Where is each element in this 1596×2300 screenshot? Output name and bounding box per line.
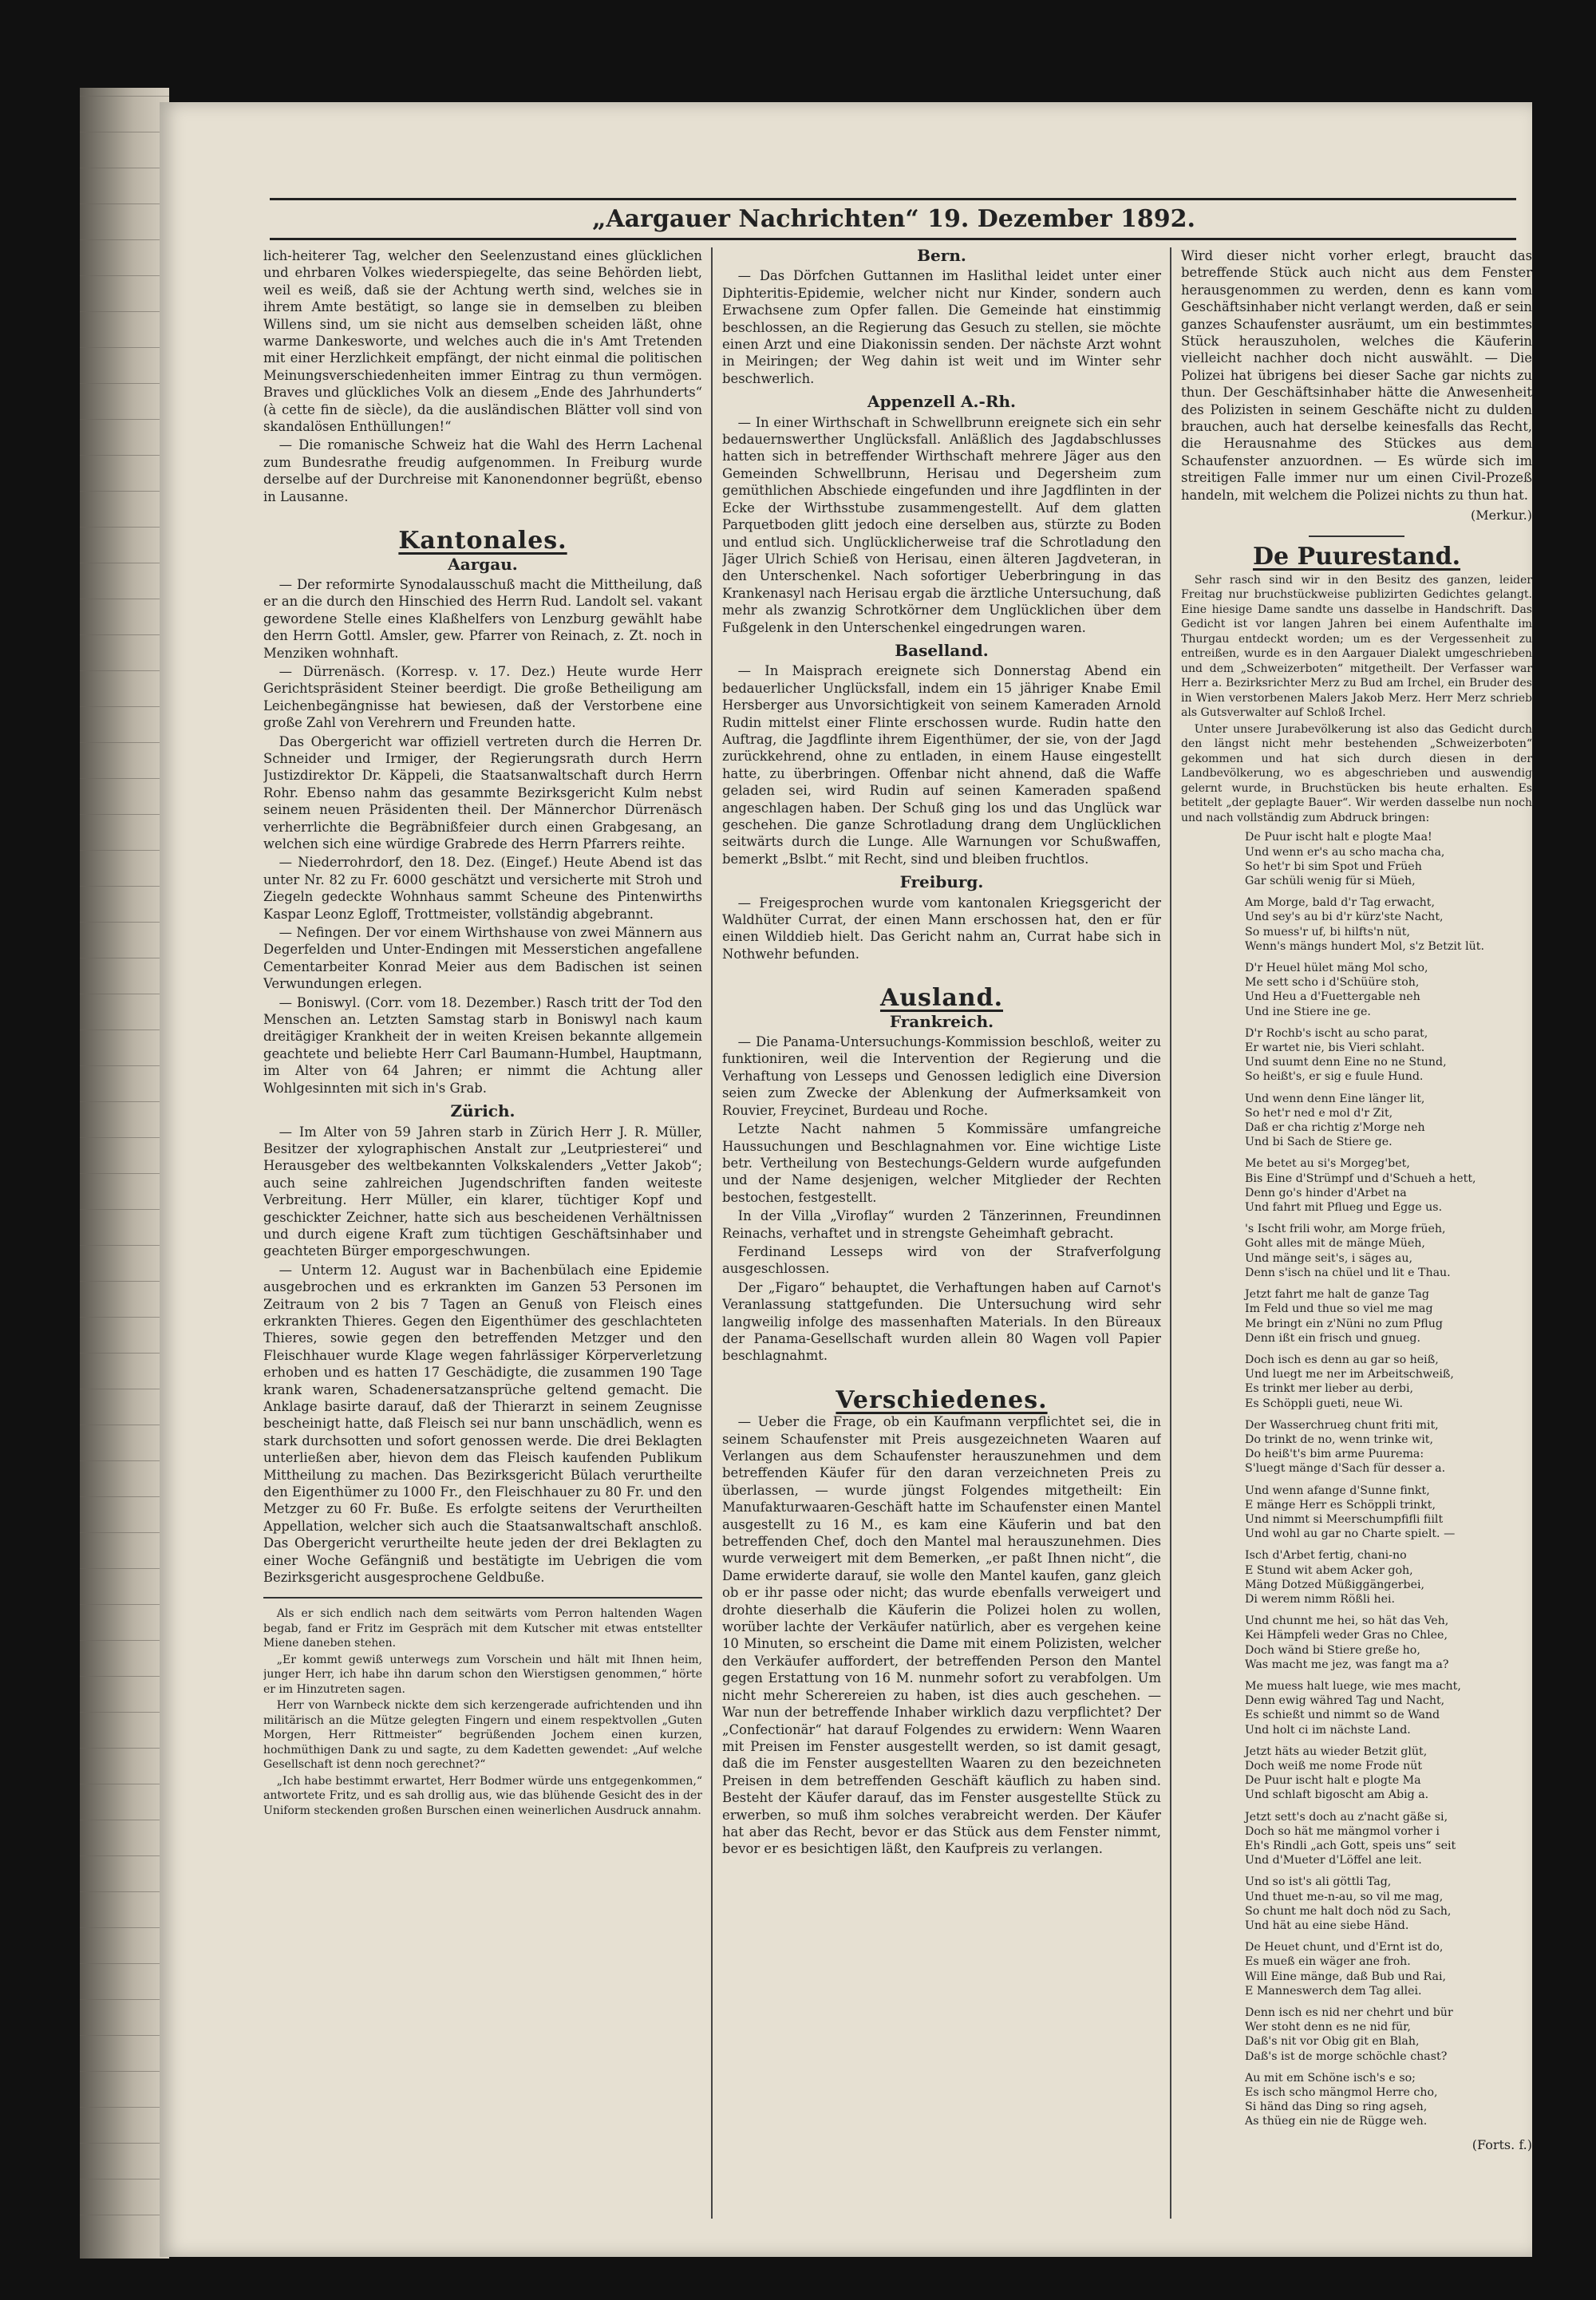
poem-stanza — [1181, 830, 1532, 888]
poem-line: D'r Rochb's ischt au scho parat, — [1245, 1026, 1428, 1040]
poem-line: De Puur ischt halt e plogte Maa! — [1245, 831, 1432, 844]
feuilleton-separator — [263, 1597, 702, 1599]
article-paragraph: Das Obergericht war offiziell vertreten durch die Herren Dr. Schneider und Irmiger, der Regierungsrath durch Herrn Justizdirektor Dr. Käppeli, die Staatsanwaltschaft durch Herrn Rohr. Ebenso nahm das gesammte Bezirksgericht Kulm nebst seinem neuen Präsidenten theil. Der Männerchor Dürrenäsch verherrlichte die Begräbnißfeier durch einen Grabgesang, an welchen sich eine würdige Grabrede des Herrn Pfarrers reihte. — [263, 733, 702, 852]
page-leaf-line — [80, 778, 169, 779]
poem-stanza — [1181, 895, 1532, 954]
poem-stanza — [1181, 1026, 1532, 1085]
poem-line: E mänge Herr es Schöppli trinkt, — [1245, 1498, 1436, 1512]
page-leaf-line — [80, 1101, 169, 1102]
poem-line: Si händ das Ding so ring agseh, — [1245, 2100, 1428, 2114]
poem-stanza — [1181, 1156, 1532, 1215]
subheading-zuerich: Zürich. — [450, 1101, 516, 1121]
page-leaf-line — [80, 1281, 169, 1282]
page-leaf-line — [80, 1173, 169, 1174]
poem-intro-paragraph: Unter unsere Jurabevölkerung ist also das Gedicht durch den längst nicht mehr bestehenden „Schweizerboten“ gekommen und hat sich durch diesen in der Landbevölkerung, wo es abgeschrieben und auswendig gelernt wurde, in Bruchstücken bis heute erhalten. Es betitelt „der geplagte Bauer“. Wir werden dasselbe nun noch und nach vollständig zum Abdruck bringen: — [1181, 722, 1532, 824]
page-leaf-line — [80, 311, 169, 312]
subheading-baselland: Baselland. — [895, 640, 989, 660]
poem-line: Denn s'isch na chüel und lit e Thau. — [1245, 1266, 1451, 1279]
poem-line: Jetzt sett's doch au z'nacht gäße si, — [1245, 1810, 1448, 1824]
poem-line: Wer stoht denn es ne nid für, — [1245, 2021, 1411, 2034]
column-1 — [263, 247, 702, 2219]
page-leaf-line — [80, 886, 169, 887]
poem-stanza — [1181, 1614, 1532, 1672]
poem-line: Jetzt fahrt me halt de ganze Tag — [1245, 1288, 1429, 1302]
poem-line: So heißt's, er sig e fuule Hund. — [1245, 1070, 1424, 1084]
page-leaf-line — [80, 383, 169, 384]
poem-line: Gar schüli wenig für si Müeh, — [1245, 875, 1416, 888]
poem-line: Er wartet nie, bis Vieri schlaht. — [1245, 1041, 1425, 1055]
poem-line: Es trinkt mer lieber au derbi, — [1245, 1382, 1413, 1396]
article-paragraph: — Das Dörfchen Guttannen im Haslithal leidet unter einer Diphteritis-Epidemie, welcher nicht nur Kinder, sondern auch Erwachsene zum Opfer fallen. Die Gemeinde hat einstimmig beschlossen, an die Regierung das Gesuch zu stellen, sie möchte einen Arzt und eine Diakonissin senden. Der nächste Arzt wohnt in Meiringen; der Weg dahin ist weit und im Winter sehr beschwerlich. — [722, 268, 1161, 386]
poem-line: De Heuet chunt, und d'Ernt ist do, — [1245, 1941, 1444, 1954]
poem-line: Do trinkt de no, wenn trinke wit, — [1245, 1433, 1433, 1446]
article-paragraph: — Die romanische Schweiz hat die Wahl des Herrn Lachenal zum Bundesrathe freudig aufgenommen. In Freiburg wurde derselbe auf der Durchreise mit Kanonendonner begrüßt, ebenso in Lausanne. — [263, 437, 702, 504]
feuilleton-paragraph: Als er sich endlich nach dem seitwärts vom Perron haltenden Wagen begab, fand er Fritz im Gespräch mit dem Kutscher mit etwas entstellter Miene daneben stehen. — [263, 1607, 702, 1650]
poem-stanza — [1181, 1745, 1532, 1803]
poem-stanza — [1181, 1418, 1532, 1476]
article-paragraph: — Ueber die Frage, ob ein Kaufmann verpflichtet sei, die in seinem Schaufenster mit Preis ausgezeichneten Waaren auf Verlangen aus dem Schaufenster herauszunehmen und dem betreffenden Käufer für den daran verzeichneten Preis zu überlassen, — wurde jüngst Folgendes mitgetheilt: Ein Manufakturwaaren-Geschäft hatte im Schaufenster einen Mantel ausgestellt zu 16 M., es kam eine Käuferin und bat den betreffenden Chef, doch den Mantel mal herauszunehmen. Dies wurde verweigert mit dem Bemerken, „er paßt Ihnen nicht“, die Dame erwiderte darauf, sie wolle den Mantel kaufen, ganz gleich ob er ihr passe oder nicht; das wurde ebenfalls verweigert und drohte dieserhalb die Käuferin die Polizei holen zu wollen, worüber lachte der Verkäufer natürlich, aber es vergehen keine 10 Minuten, so erscheint die Dame mit einem Polizisten, welcher den Verkäufer auffordert, der betreffenden Person den Mantel gegen Erstattung von 16 M. nunmehr sofort zu verabfolgen. Um nicht mehr Scherereien zu haben, ist dies auch geschehen. — War nun der betreffende Inhaber wirklich dazu verpflichtet? Der „Confectionär“ hat darauf Folgendes zu erwidern: Wenn Waaren mit Preisen im Fenster ausgestellt werden, so ist damit gesagt, daß die im Fenster ausgestellten Waaren zu den bezeichneten Preisen in dem betreffenden Geschäft käuflich zu haben sind. Besteht der Käufer darauf, das im Fenster ausgestellte Stück zu erwerben, so muß ihm solches verabreicht werden. Der Käufer hat aber das Recht, bevor er das Stück aus dem Fenster nimmt, bevor er es besichtigen läßt, den Kaufpreis zu verlangen. — [722, 1414, 1161, 1857]
poem-line: As thüeg ein nie de Rügge weh. — [1245, 2115, 1428, 2128]
page-leaf-line — [80, 96, 169, 97]
page-leaf-line — [80, 1748, 169, 1749]
section-title-verschiedenes: Verschiedenes. — [836, 1385, 1048, 1414]
page-leaf-line — [80, 1353, 169, 1354]
poem-line: Au mit em Schöne isch's e so; — [1245, 2071, 1416, 2085]
subheading-appenzell: Appenzell A.-Rh. — [867, 392, 1016, 412]
poem-stanza — [1181, 1875, 1532, 1933]
poem-line: Und sey's au bi d'r kürz'ste Nacht, — [1245, 911, 1444, 924]
page-leaf-line — [80, 1855, 169, 1856]
poem-line: Daß's nit vor Obig git en Blah, — [1245, 2035, 1420, 2049]
article-paragraph: — In einer Wirthschaft in Schwellbrunn ereignete sich ein sehr bedauernswerther Unglücksfall. Anläßlich des Jagdabschlusses hatten sich in betreffender Wirthschaft mehrere Jäger aus den Gemeinden Schwellbrunn, Herisau und Degersheim zum gemüthlichen Abschiede eingefunden und ihre Jagdflinten in der Ecke der Wirthsstube zusammengestellt. Auf dem glatten Parquetboden glitt jedoch eine derselben aus, stürzte zu Boden und entlud sich. Unglücklicherweise traf die Schrotladung den Jäger Ulrich Schieß von Herisau, einen älteren Jagdveteran, in den Unterschenkel. Nach sofortiger Ueberbringung in das Krankenasyl nach Herisau ergab die ärztliche Untersuchung, daß mehr als zwanzig Schrotkörner dem Unglücklichen über dem Fußgelenk in den Unterschenkel eingedrungen waren. — [722, 414, 1161, 635]
article-paragraph: In der Villa „Viroflay“ wurden 2 Tänzerinnen, Freundinnen Reinachs, verhaftet und in strengste Geheimhaft gebracht. — [722, 1208, 1161, 1241]
poem-line: Und luegt me ner im Arbeitschweiß, — [1245, 1368, 1454, 1381]
page-leaf-line — [80, 922, 169, 923]
poem-line: S'luegt mänge d'Sach für desser a. — [1245, 1462, 1446, 1476]
column-2 — [722, 247, 1161, 2219]
poem-line: Und holt ci im nächste Land. — [1245, 1723, 1411, 1737]
poem-line: D'r Heuel hület mäng Mol scho, — [1245, 962, 1428, 975]
page-leaf-line — [80, 850, 169, 851]
poem-stanza — [1181, 1940, 1532, 1998]
poem-line: Es mueß ein wäger ane froh. — [1245, 1955, 1411, 1969]
page-leaf-line — [80, 1209, 169, 1210]
page-leaf-line — [80, 419, 169, 420]
separator-rule — [1309, 535, 1404, 537]
column-3 — [1181, 247, 1532, 2219]
article-paragraph: — Die Panama-Untersuchungs-Kommission beschloß, weiter zu funktioniren, weil die Intervention der Regierung und die Verhaftung von Lesseps und Genossen lediglich eine Diversion seien zum Zwecke der Ablenkung der Aufmerksamkeit von Rouvier, Freycinet, Burdeau und Roche. — [722, 1034, 1161, 1118]
column-rule-1 — [711, 247, 713, 2219]
poem-line: Und wenn denn Eine länger lit, — [1245, 1092, 1425, 1105]
poem-stanza — [1181, 1222, 1532, 1280]
poem-stanza — [1181, 2071, 1532, 2129]
poem-line: Me betet au si's Morgeg'bet, — [1245, 1157, 1410, 1171]
poem-stanza — [1181, 1092, 1532, 1150]
page-leaf-line — [80, 2071, 169, 2072]
poem-line: Jetzt häts au wieder Betzit glüt, — [1245, 1745, 1428, 1758]
poem-line: Me sett scho i d'Schüüre stoh, — [1245, 976, 1420, 990]
poem-line: De Puur ischt halt e plogte Ma — [1245, 1774, 1421, 1788]
poem-line: Und suumt denn Eine no ne Stund, — [1245, 1056, 1447, 1069]
poem-line: Und d'Mueter d'Löffel ane leit. — [1245, 1854, 1422, 1867]
page-leaf-line — [80, 1532, 169, 1533]
subheading-bern: Bern. — [917, 247, 966, 265]
page-leaf-line — [80, 1640, 169, 1641]
article-paragraph: — Der reformirte Synodalausschuß macht die Mittheilung, daß er an die durch den Hinschied des Herrn Rud. Landolt sel. vakant gewordene Stelle eines Klaßhelfers von Lenzburg gewählt habe den Herrn Gottl. Amsler, gew. Pfarrer von Reinach, z. Zt. noch in Menziken wohnhaft. — [263, 576, 702, 661]
page-leaf-line — [80, 1496, 169, 1497]
article-paragraph: — Freigesprochen wurde vom kantonalen Kriegsgericht der Waldhüter Currat, der einen Mann erschossen hat, den er für einen Wilddieb hielt. Das Gericht nahm an, Currat habe sich in Nothwehr befunden. — [722, 895, 1161, 962]
article-paragraph: Wird dieser nicht vorher erlegt, braucht das betreffende Stück auch nicht aus dem Fenster herausgenommen zu werden, denn es kann vom Geschäftsinhaber nicht verlangt werden, daß er sein ganzes Schaufenster ausräumt, um ein bestimmtes Stück herauszuholen, welches die Käuferin vielleicht nachher doch nicht auswählt. — Die Polizei hat übrigens bei dieser Sache gar nichts zu thun. Der Geschäftsinhaber hätte die Anwesenheit des Polizisten in seinem Geschäfte nicht zu dulden brauchen, auch hat derselbe keinesfalls das Recht, die Herausnahme des Stückes aus dem Schaufenster anzuordnen. — Es würde sich im streitigen Falle immer nur um einen Civil-Prozeß handeln, mit welchem die Polizei nichts zu thun hat. — [1181, 248, 1532, 503]
poem-line: Goht alles mit de mänge Müeh, — [1245, 1237, 1425, 1251]
section-title-kantonales: Kantonales. — [398, 527, 567, 555]
poem-line: Und mänge seit's, i säges au, — [1245, 1251, 1412, 1265]
poem-line: Und wohl au gar no Charte spielt. — — [1245, 1527, 1456, 1541]
page-leaf-line — [80, 1963, 169, 1964]
poem-line: Und Heu a d'Fuettergable neh — [1245, 990, 1420, 1004]
poem-intro-paragraph: Sehr rasch sind wir in den Besitz des ganzen, leider Freitag nur bruchstückweise publizirten Gedichtes gelangt. Eine hiesige Dame sandte uns dasselbe in Handschrift. Das Gedicht ist vor langen Jahren bei einem Aufenthalte im Thurgau entdeckt worden; um es der Vergessenheit zu entreißen, wurde es in den Aargauer Dialekt umgeschrieben und dem „Schweizerboten“ mitgetheilt. Der Verfasser war Herr a. Bezirksrichter Merz zu Bud am Irchel, ein Bruder des in Wien verstorbenen Malers Jakob Merz. Herr Merz schrieb als Gutsverwalter auf Schloß Irchel. — [1181, 573, 1532, 720]
poem-line: Will Eine mänge, daß Bub und Rai, — [1245, 1970, 1447, 1983]
poem-line: Und wenn er's au scho macha cha, — [1245, 845, 1445, 859]
poem-stanza — [1181, 1548, 1532, 1606]
poem-line: Und ine Stiere ine ge. — [1245, 1005, 1371, 1018]
section-title-ausland: Ausland. — [879, 984, 1004, 1013]
poem-line: Und so ist's ali göttli Tag, — [1245, 1875, 1392, 1889]
poem-stanza — [1181, 1287, 1532, 1346]
poem-stanza — [1181, 1679, 1532, 1737]
article-paragraph: — Niederrohrdorf, den 18. Dez. (Eingef.) Heute Abend ist das unter Nr. 82 zu Fr. 6000 geschätzt und versicherte mit Stroh und Ziegeln gedeckte Wohnhaus sammt Scheune des Pintenwirths Kaspar Leonz Egloff, Trottmeister, vollständig abgebrannt. — [263, 855, 702, 922]
poem-line: Di werem nimm Rößli hei. — [1245, 1592, 1396, 1606]
page-leaf-line — [80, 2035, 169, 2036]
poem-line: So het'r ned e mol d'r Zit, — [1245, 1106, 1393, 1120]
poem-line: Mäng Dotzed Müßiggängerbei, — [1245, 1578, 1425, 1591]
page-leaf-line — [80, 527, 169, 528]
poem-line: Der Wasserchrueg chunt friti mit, — [1245, 1418, 1439, 1432]
poem-line: Und wenn afange d'Sunne finkt, — [1245, 1484, 1430, 1497]
poem-line: Es Schöppli gueti, neue Wi. — [1245, 1397, 1404, 1410]
source-attribution: (Merkur.) — [1471, 508, 1532, 524]
poem-body — [1181, 830, 1532, 2128]
poem-stanza — [1181, 2006, 1532, 2064]
poem-line: Wenn's mängs hundert Mol, s'z Betzit lüt. — [1245, 939, 1485, 953]
poem-line: Denn ewig währed Tag und Nacht, — [1245, 1694, 1445, 1708]
page-leaf-line — [80, 814, 169, 815]
page-leaf-line — [80, 706, 169, 707]
masthead-rule-top — [270, 198, 1516, 200]
masthead-rule-bottom — [270, 238, 1516, 240]
poem-line: Denn ißt ein frisch und gnueg. — [1245, 1331, 1421, 1345]
poem-line: Im Feld und thue so viel me mag — [1245, 1302, 1433, 1316]
page-leaf-line — [80, 1712, 169, 1713]
poem-stanza — [1181, 961, 1532, 1019]
poem-line: Was macht me jez, was fangt ma a? — [1245, 1658, 1449, 1671]
article-paragraph: Der „Figaro“ behauptet, die Verhaftungen haben auf Carnot's Veranlassung stattgefunden. Die Untersuchung wird sehr langweilig infolge des massenhaften Materials. In den Büreaux der Panama-Gesellschaft wurden allein 80 Wagen voll Papier beschlagnahmt. — [722, 1279, 1161, 1364]
poem-line: E Manneswerch dem Tag allei. — [1245, 1984, 1422, 1998]
poem-line: So chunt me halt doch nöd zu Sach, — [1245, 1904, 1452, 1918]
column-rule-2 — [1170, 247, 1171, 2219]
poem-line: Und chunnt me hei, so hät das Veh, — [1245, 1614, 1449, 1628]
poem-line: Kei Hämpfeli weder Gras no Chlee, — [1245, 1629, 1448, 1642]
page-leaf-line — [80, 1999, 169, 2000]
poem-line: Denn isch es nid ner chehrt und bür — [1245, 2006, 1453, 2020]
poem-title: De Puurestand. — [1252, 542, 1461, 571]
feuilleton-paragraph: „Ich habe bestimmt erwartet, Herr Bodmer würde uns entgegenkommen,“ antwortete Fritz, und es sah drollig aus, wie das blühende Gesicht des in der Uniform steckenden großen Burschen einen weinerlichen Ausdruck annahm. — [263, 1774, 702, 1817]
page-leaf-line — [80, 2143, 169, 2144]
page-leaf-line — [80, 2107, 169, 2108]
poem-line: So het'r bi sim Spot und Früeh — [1245, 860, 1422, 873]
page-leaf-line — [80, 1029, 169, 1030]
poem-line: Bis Eine d'Strümpf und d'Schueh a hett, — [1245, 1172, 1476, 1185]
continuation-note: (Forts. f.) — [1472, 2136, 1532, 2152]
poem-line: Und nimmt si Meerschumpfifli fiilt — [1245, 1512, 1444, 1526]
page-leaf-line — [80, 239, 169, 240]
poem-line: Und bi Sach de Stiere ge. — [1245, 1136, 1393, 1149]
article-paragraph: — In Maisprach ereignete sich Donnerstag Abend ein bedauerlicher Unglücksfall, indem ein 15 jähriger Knabe Emil Hersberger aus Unvorsichtigkeit von seinem Kameraden Arnold Rudin mittelst einer Flinte erschossen wurde. Rudin hatte den Auftrag, die Jagdflinte ihrem Eigenthümer, der sie, von der Jagd zurückkehrend, ohne zu entladen, in einem Hause eingestellt hatte, zu überbringen. Offenbar nicht ahnend, daß die Waffe geladen sei, wird Rudin auf seinen Kameraden spaßend angeschlagen haben. Der Schuß ging los und das Unglück war geschehen. Die ganze Schrotladung drang dem Unglücklichen seitwärts durch die Lunge. Alle Warnungen vor Schußwaffen, bemerkt „Bslbt.“ mit Recht, sind und bleiben fruchtlos. — [722, 663, 1161, 867]
article-paragraph: — Boniswyl. (Corr. vom 18. Dezember.) Rasch tritt der Tod den Menschen an. Letzten Samstag starb in Boniswyl nach kaum dreitägiger Krankheit der in weiten Kreisen bekannte allgemein geachtete und beliebte Herr Carl Baumann-Humbel, Hauptmann, im Alter von 64 Jahren; er nimmt die Achtung aller Wohlgesinnten mit sich in's Grab. — [263, 994, 702, 1096]
page-leaf-line — [80, 1676, 169, 1677]
poem-line: Doch wänd bi Stiere greße ho, — [1245, 1643, 1420, 1657]
poem-line: 's Ischt frili wohr, am Morge früeh, — [1245, 1223, 1446, 1236]
page-leaf-line — [80, 1065, 169, 1066]
poem-line: Und schlaft bigoscht am Abig a. — [1245, 1788, 1429, 1802]
poem-line: Do heiß't's bim arme Puurema: — [1245, 1448, 1424, 1461]
poem-line: Doch so hät me mängmol vorher i — [1245, 1824, 1440, 1838]
subheading-freiburg: Freiburg. — [899, 872, 984, 892]
article-paragraph: lich-heiterer Tag, welcher den Seelenzustand eines glücklichen und ehrbaren Volkes wiederspiegelte, das seine Behörden liebt, weil es weiß, daß sie der Achtung werth sind, welches sie in ihrem Amte bestätigt, so lange sie in demselben zu bleiben Willens sind, um sie nicht aus demselben scheiden läßt, ohne warme Dankesworte, und welches auch die in's Amt Tretenden mit einer Herzlichkeit empfängt, der nicht einmal die politischen Meinungsverschiedenheiten immer Eintrag zu thun vermögen. Braves und glückliches Volk an diesem „Ende des Jahrhunderts“ (à cette fin de siècle), da die ausländischen Blätter voll sind von skandalösen Enthüllungen!“ — [263, 248, 702, 435]
article-paragraph: — Dürrenäsch. (Korresp. v. 17. Dez.) Heute wurde Herr Gerichtspräsident Steiner beerdigt. Die große Betheiligung am Leichenbegängnisse hat bewiesen, daß der Verstorbene eine große Zahl von Verehrern und Freunden hatte. — [263, 663, 702, 731]
subheading-aargau: Aargau. — [448, 554, 518, 574]
poem-line: Und fahrt mit Pflueg und Egge us. — [1245, 1201, 1443, 1215]
poem-line: Isch d'Arbet fertig, chani-no — [1245, 1549, 1407, 1563]
feuilleton-paragraph: „Er kommt gewiß unterwegs zum Vorschein und hält mit Ihnen heim, junger Herr, ich habe ihn darum schon den Wierstigsen genommen,“ hörte er im Hinzutreten sagen. — [263, 1653, 702, 1696]
masthead: „Aargauer Nachrichten“ 19. Dezember 1892. — [592, 205, 1195, 233]
poem-line: Denn go's hinder d'Arbet na — [1245, 1186, 1407, 1199]
feuilleton-paragraph: Herr von Warnbeck nickte dem sich kerzengerade aufrichtenden und ihn militärisch an die Mütze gelegten Fingern und einem respektvollen „Guten Morgen, Herr Rittmeister“ begrüßenden Jochem einen kurzen, hochmüthigen Dank zu und sagte, zu dem Kadetten gewendet: „Auf welche Gesellschaft ist denn noch gerechnet?“ — [263, 1699, 702, 1772]
page-leaf-line — [80, 742, 169, 743]
page-leaf-line — [80, 1317, 169, 1318]
page-leaf-line — [80, 1245, 169, 1246]
poem-line: Daß's ist de morge schöchle chast? — [1245, 2049, 1448, 2063]
article-paragraph: Ferdinand Lesseps wird von der Strafverfolgung ausgeschlossen. — [722, 1243, 1161, 1277]
poem-line: Und thuet me-n-au, so vil me mag, — [1245, 1890, 1444, 1903]
poem-line: Me bringt ein z'Nüni no zum Pflug — [1245, 1317, 1443, 1330]
poem-line: Doch isch es denn au gar so heiß, — [1245, 1353, 1439, 1366]
article-paragraph: — Im Alter von 59 Jahren starb in Zürich Herr J. R. Müller, Besitzer der xylographischen Anstalt zur „Leutpriesterei“ und Herausgeber des weltbekannten Volkskalenders „Vetter Jakob“; auch seine zahlreichen Jugendschriften fanden weiteste Verbreitung. Herr Müller, ein klarer, tüchtiger Kopf und geschickter Zeichner, hatte sich aus bescheidenen Verhältnissen und durch eigene Kraft zum tüchtigen Geschäftsinhaber und geachteten Bürger emporgeschwungen. — [263, 1124, 702, 1259]
page-leaf-line — [80, 1927, 169, 1928]
page-leaf-line — [80, 1137, 169, 1138]
page-leaf-line — [80, 1604, 169, 1605]
poem-line: Me muess halt luege, wie mes macht, — [1245, 1679, 1461, 1693]
newspaper-page — [160, 102, 1532, 2257]
page-leaf-line — [80, 275, 169, 276]
page-leaf-line — [80, 1460, 169, 1461]
poem-line: So muess'r uf, bi hilfts'n nüt, — [1245, 925, 1411, 939]
article-paragraph: Letzte Nacht nahmen 5 Kommissäre umfangreiche Haussuchungen und Beschlagnahmen vor. Eine wichtige Liste betr. Vertheilung von Bestechungs-Geldern wurde aufgefunden und der Name desjenigen, welcher Mitglieder der Rechten bestochen, festgestellt. — [722, 1121, 1161, 1205]
page-leaf-line — [80, 670, 169, 671]
poem-line: Eh's Rindli „ach Gott, speis uns“ seit — [1245, 1840, 1456, 1852]
poem-line: E Stund wit abem Acker goh, — [1245, 1563, 1413, 1577]
subheading-frankreich: Frankreich. — [889, 1011, 994, 1031]
page-leaf-line — [80, 347, 169, 348]
article-paragraph: — Unterm 12. August war in Bachenbülach eine Epidemie ausgebrochen und es erkrankten im Ganzen 53 Personen im Zeitraum von 2 bis 7 Tagen an Genuß von Fleisch eines erkrankten Thieres. Gegen den Eigenthümer des geschlachteten Thieres, sowie gegen den betreffenden Metzger und den Fleischhauer wurde Klage wegen fahrlässiger Körperverletzung erhoben und es hatten 17 Geschädigte, die zusammen 190 Tage krank waren, Schadenersatzansprüche geltend gemacht. Die Anklage basirte darauf, daß der Thierarzt in seinem Zeugnisse bescheinigt hatte, daß Fleisch sei nur bann unschädlich, wenn es stark durchsotten und sofort genossen werde. Die drei Beklagten unterließen aber, hievon dem das Fleisch kaufenden Publikum Mittheilung zu machen. Das Bezirksgericht Bülach verurtheilte den Eigenthümer zu 1000 Fr., den Fleischhauer zu 80 Fr. und den Metzger zu 60 Fr. Buße. Es erfolgte seitens der Verurtheilten Appellation, welcher sich auch die Staatsanwaltschaft anschloß. Das Obergericht verurtheilte heute jeden der drei Beklagten zu einer Woche Gefängniß und bestätigte im Uebrigen die vom Bezirksgericht ausgesprochene Geldbuße. — [263, 1262, 702, 1586]
poem-line: Es isch scho mängmol Herre cho, — [1245, 2086, 1438, 2100]
poem-line: Daß er cha richtig z'Morge neh — [1245, 1121, 1425, 1135]
page-leaf-line — [80, 634, 169, 635]
poem-line: Und hät au eine siebe Händ. — [1245, 1919, 1409, 1933]
poem-line: Am Morge, bald d'r Tag erwacht, — [1245, 896, 1435, 910]
poem-stanza — [1181, 1353, 1532, 1411]
poem-stanza — [1181, 1810, 1532, 1868]
page-leaf-line — [80, 491, 169, 492]
poem-stanza — [1181, 1484, 1532, 1542]
page-leaf-line — [80, 1891, 169, 1892]
page-leaf-line — [80, 455, 169, 456]
page-leaf-line — [80, 1568, 169, 1569]
poem-line: Es schießt und nimmt so de Wand — [1245, 1709, 1440, 1722]
poem-line: Doch weiß me nome Frode nüt — [1245, 1759, 1423, 1772]
book-binding-edge — [80, 88, 169, 2259]
article-paragraph: — Nefingen. Der vor einem Wirthshause von zwei Männern aus Degerfelden und Unter-Endingen mit Messerstichen angefallene Cementarbeiter Konrad Meier aus dem Badischen ist seinen Verwundungen erlegen. — [263, 925, 702, 992]
